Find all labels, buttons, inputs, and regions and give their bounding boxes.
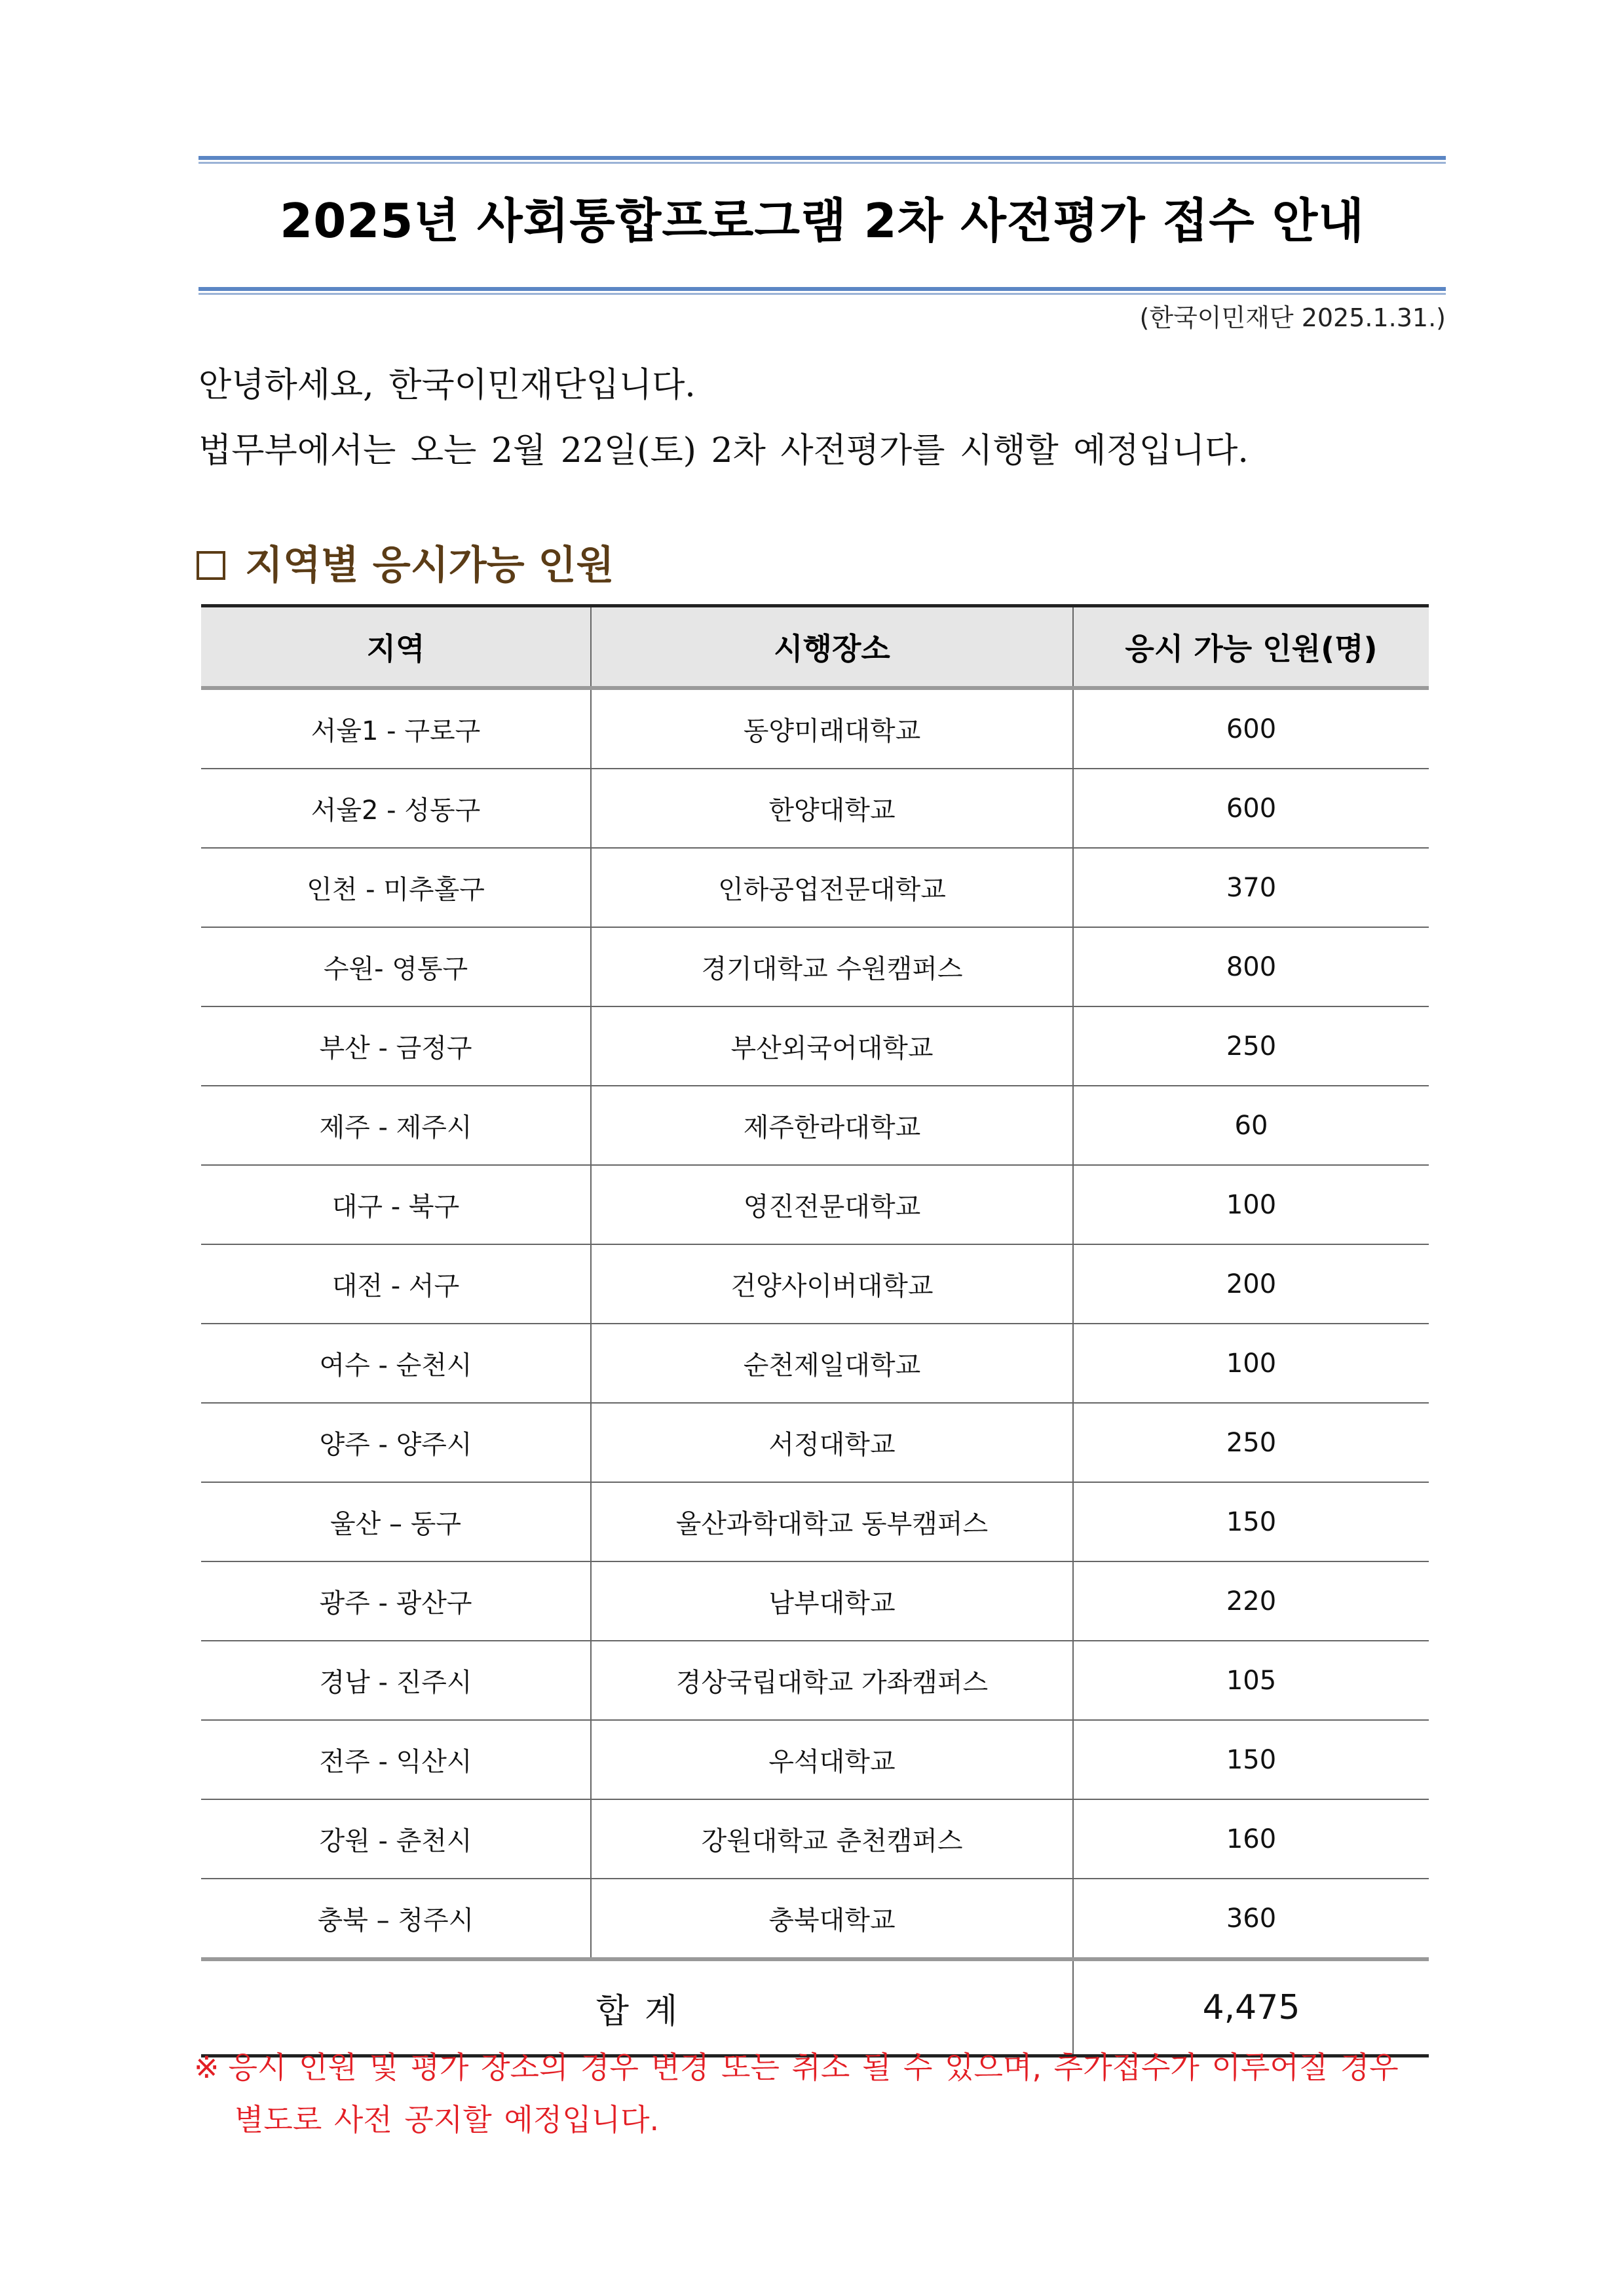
notice-line-1: 응시 인원 및 평가 장소의 경우 변경 또는 취소 될 수 있으며, 추가접수가 이루어질 경우 [228,2050,1399,2085]
cell-venue: 건양사이버대학교 [591,1244,1073,1324]
cell-region: 수원- 영통구 [201,927,591,1006]
table-row [201,1244,1429,1324]
cell-capacity: 600 [1073,769,1429,848]
total-value: 4,475 [1073,1959,1429,2056]
issuer-date: (한국이민재단 2025.1.31.) [1139,303,1446,332]
cell-venue: 경기대학교 수원캠퍼스 [591,927,1073,1006]
document-title: 2025년 사회통합프로그램 2차 사전평가 접수 안내 [280,193,1365,248]
total-label: 합계 [201,1959,1073,2056]
title-bottom-rule [198,287,1446,295]
cell-venue: 인하공업전문대학교 [591,848,1073,927]
table-row [201,688,1429,769]
table-row [201,769,1429,848]
cell-venue: 제주한라대학교 [591,1086,1073,1165]
table-row [201,1799,1429,1879]
cell-region: 서울1 - 구로구 [201,688,591,769]
cell-region: 서울2 - 성동구 [201,769,591,848]
cell-venue: 충북대학교 [591,1879,1073,1959]
cell-venue: 순천제일대학교 [591,1324,1073,1403]
table-row [201,1086,1429,1165]
table-row [201,1561,1429,1641]
cell-region: 대전 - 서구 [201,1244,591,1324]
table-row [201,1006,1429,1086]
notice-line-2: 별도로 사전 공지할 예정입니다. [235,2102,660,2137]
cell-capacity: 100 [1073,1324,1429,1403]
cell-capacity: 150 [1073,1720,1429,1799]
cell-region: 여수 - 순천시 [201,1324,591,1403]
cell-venue: 동양미래대학교 [591,688,1073,769]
table-row [201,1720,1429,1799]
cell-region: 대구 - 북구 [201,1165,591,1244]
cell-capacity: 370 [1073,848,1429,927]
cell-capacity: 800 [1073,927,1429,1006]
cell-venue: 부산외국어대학교 [591,1006,1073,1086]
cell-region: 울산 – 동구 [201,1482,591,1561]
notice [194,2041,1448,2146]
intro-greeting: 안녕하세요, 한국이민재단입니다. [198,366,696,405]
section-heading [197,536,614,595]
table-row [201,848,1429,927]
cell-region: 강원 - 춘천시 [201,1799,591,1879]
cell-capacity: 100 [1073,1165,1429,1244]
cell-venue: 남부대학교 [591,1561,1073,1641]
table-row [201,1641,1429,1720]
cell-venue: 울산과학대학교 동부캠퍼스 [591,1482,1073,1561]
cell-venue: 한양대학교 [591,769,1073,848]
header-region: 지역 [201,606,591,689]
cell-region: 인천 - 미추홀구 [201,848,591,927]
cell-region: 광주 - 광산구 [201,1561,591,1641]
cell-region: 제주 - 제주시 [201,1086,591,1165]
cell-capacity: 105 [1073,1641,1429,1720]
cell-capacity: 150 [1073,1482,1429,1561]
cell-capacity: 360 [1073,1879,1429,1959]
cell-capacity: 250 [1073,1006,1429,1086]
cell-region: 전주 - 익산시 [201,1720,591,1799]
table-header-row [201,606,1429,689]
cell-venue: 우석대학교 [591,1720,1073,1799]
reference-mark-icon: ※ [194,2050,219,2085]
cell-region: 경남 - 진주시 [201,1641,591,1720]
cell-venue: 경상국립대학교 가좌캠퍼스 [591,1641,1073,1720]
cell-venue: 강원대학교 춘천캠퍼스 [591,1799,1073,1879]
cell-capacity: 600 [1073,688,1429,769]
table-row [201,927,1429,1006]
title-top-rule [198,156,1446,164]
header-capacity: 응시 가능 인원(명) [1073,606,1429,689]
cell-capacity: 60 [1073,1086,1429,1165]
cell-region: 충북 – 청주시 [201,1879,591,1959]
cell-capacity: 160 [1073,1799,1429,1879]
cell-region: 양주 - 양주시 [201,1403,591,1482]
quota-table [201,604,1429,2057]
intro-announcement: 법무부에서는 오는 2월 22일(토) 2차 사전평가를 시행할 예정입니다. [198,431,1249,470]
cell-venue: 영진전문대학교 [591,1165,1073,1244]
cell-region: 부산 - 금정구 [201,1006,591,1086]
table-row [201,1165,1429,1244]
cell-venue: 서정대학교 [591,1403,1073,1482]
table-row [201,1324,1429,1403]
table-row [201,1879,1429,1959]
section-heading-text: 지역별 응시가능 인원 [245,543,614,588]
cell-capacity: 200 [1073,1244,1429,1324]
table-row [201,1482,1429,1561]
table-row [201,1403,1429,1482]
checkbox-square-icon [197,551,225,580]
cell-capacity: 220 [1073,1561,1429,1641]
cell-capacity: 250 [1073,1403,1429,1482]
header-venue: 시행장소 [591,606,1073,689]
